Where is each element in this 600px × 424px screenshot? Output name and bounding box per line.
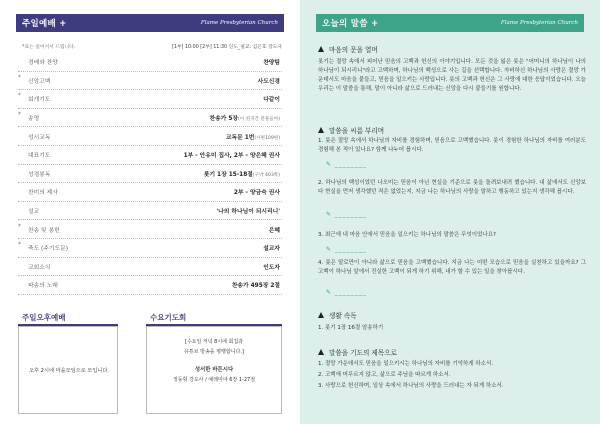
question-3: 3. 최근에 내 마음 안에서 믿음을 일으키는 하나님의 말씀은 무엇이었나요? <box>318 232 496 238</box>
opening-section <box>318 44 586 94</box>
question-1: 1. 룻은 절망 속에서 하나님의 자비를 경험하며, 믿음으로 고백했습니다. 룻이 경험한 하나님의 자비를 여러분도 경험해 본 적이 있나요? 함께 나누어 봅시다. <box>318 138 586 153</box>
order-item-value-main: 은혜 <box>268 227 280 234</box>
church-name: Flame Presbyterian Church <box>200 20 278 26</box>
order-item-value <box>269 225 282 234</box>
order-item-label: * 신앙고백 <box>18 76 50 85</box>
worship-order-row <box>18 72 282 91</box>
order-item-value-note: (구약 403쪽) <box>252 172 280 178</box>
triangle-bullet-icon <box>318 46 324 52</box>
order-item-value <box>258 76 282 85</box>
order-item-value-main: 교독문 1번 <box>225 134 255 141</box>
order-item-value-main: 2부 - 양금숙 권사 <box>233 190 280 197</box>
worship-order-row <box>18 90 282 109</box>
question-2: 2. 하나님의 백성이었던 나오미는 믿음이 아닌 현실을 기준으로 룻을 돌려보내려 했습니다. 내 삶에서도 신앙보다 현실을 먼저 생각했던 적은 없었는지, 지금 나는 하나님의 사랑을 말하고 행동하고 있는지 생각해 봅시다. <box>318 180 586 195</box>
opening-text: 롯기는 절망 속에서 피어난 믿음의 고백과 헌신의 이야기입니다. 모든 것을 잃은 룻은 "어머니의 하나님이 나의 하나님이 되시리니"라고 고백하며, 하나님의 백성으로 사는 길을 선택합니다. 자비하신 하나님의 사랑은 절망 가운데서도 마음을 붙들고, 믿음을 일으키는 사랑입니다. 룻의 고백과 헌신은 그 사랑에 대한 응답이었습니다. 오늘 우리는 이 말씀을 통해, 말이 아니라 삶으로 드러내는 신앙을 다시 붙들기를 원합니다. <box>318 59 586 92</box>
order-of-worship <box>18 53 282 295</box>
order-item-label: * 축도 (주기도문) <box>18 243 68 252</box>
order-item-value <box>226 132 282 141</box>
afternoon-worship-title: 주일오후예배 <box>22 313 66 322</box>
order-item-value <box>204 169 282 178</box>
order-item-value <box>263 94 282 103</box>
standing-note: *표는 일어서서 드립니다. <box>22 45 76 50</box>
reading-title: 생활 속독 <box>329 312 357 320</box>
order-item-label: * 회개기도 <box>18 94 50 103</box>
question-4: 4. 룻은 말로만이 아니라 삶으로 믿음을 고백했습니다. 지금 나는 어떤 모습으로 믿음을 실천하고 있을까요? 그 고백이 하나님 앞에서 진실한 고백이 되게 하기 위해, 내가 할 수 있는 일을 찾아봅시다. <box>318 260 586 275</box>
order-item-label: * 송영 <box>18 113 39 122</box>
order-item-label: 성경봉독 <box>28 171 51 178</box>
order-item-value <box>234 187 282 196</box>
sermon-notes-panel <box>300 0 600 424</box>
order-item-label: 교회소식 <box>28 264 51 271</box>
order-item-label: 경배와 찬양 <box>28 60 58 67</box>
order-item-value <box>216 206 282 215</box>
church-name: Flame Presbyterian Church <box>500 20 578 26</box>
triangle-bullet-icon <box>318 127 324 133</box>
order-item-value-main: 사도신경 <box>257 78 280 85</box>
answer-space-4: ✎ ________ <box>326 289 367 296</box>
order-item-value-main: '나의 하나님이 되시리니' <box>216 209 280 216</box>
opening-title: 마음의 문을 열며 <box>329 46 378 54</box>
prayer-title: 말씀을 기도의 제목으로 <box>329 349 397 357</box>
header-title: 주일예배 + <box>22 19 67 29</box>
answer-space-2: ✎ ________ <box>326 211 367 218</box>
order-item-value-main: 설교자 <box>263 246 280 253</box>
order-item-value <box>232 280 282 289</box>
order-item-label: 파송의 노래 <box>28 283 58 290</box>
answer-space-1: ✎ ________ <box>326 161 367 168</box>
order-item-value <box>210 113 282 122</box>
wednesday-reference: 정동휘 강도사 / 예레미야 6장 1-27절 <box>172 377 256 383</box>
worship-order-row <box>18 258 282 277</box>
order-item-value <box>263 57 282 66</box>
worship-order-row <box>18 165 282 184</box>
prayer-section <box>318 347 586 391</box>
order-item-value-main: 찬양팀 <box>263 60 280 67</box>
worship-order-row <box>18 53 282 72</box>
order-item-value <box>184 150 282 159</box>
prayer-item-2: 2. 고백에 머무르지 않고, 삶으로 주님을 따르게 하소서. <box>318 372 451 378</box>
order-item-value-note: (이 천지간 만물들아) <box>237 117 280 123</box>
order-item-value-main: 다같이 <box>263 97 280 104</box>
order-item-value-main: 찬송가 5장 <box>209 116 238 123</box>
afternoon-worship-text: 오후 2시에 마을모임으로 모입니다. <box>28 368 110 374</box>
order-item-value <box>263 262 282 271</box>
order-item-label: 설교 <box>28 209 40 216</box>
order-item-label: 찬미의 제사 <box>28 190 58 197</box>
service-times: [1부] 10:00 [2부] 11:30 인도_설교: 김은호 강도사 <box>171 45 282 50</box>
wednesday-speaker: 성서한 바튼시다 <box>194 367 234 373</box>
order-item-value-main: 1부 - 안유미 집사, 2부 - 양은혜 권사 <box>183 153 280 160</box>
order-item-label: 성시교독 <box>28 134 51 141</box>
wednesday-line-2: 유튜브 방송을 병행합니다.] <box>184 349 244 355</box>
worship-order-row <box>18 109 282 128</box>
questions-title: 말씀을 씨름 부리며 <box>329 127 385 135</box>
wednesday-prayer-box <box>146 326 282 414</box>
order-item-label: * 찬송 및 봉헌 <box>18 225 60 234</box>
wednesday-prayer-info <box>147 337 281 385</box>
triangle-bullet-icon <box>318 349 324 355</box>
wednesday-line-1: [수요일 저녁 8시에 회집과 <box>184 339 244 345</box>
worship-order-row <box>18 239 282 258</box>
order-item-label: 대표기도 <box>28 153 51 160</box>
wednesday-prayer-title: 수요기도회 <box>150 313 187 322</box>
worship-order-row <box>18 146 282 165</box>
header-title: 오늘의 말씀 + <box>322 19 379 29</box>
worship-order-row <box>18 127 282 146</box>
sunday-worship-header <box>16 14 284 32</box>
order-item-value-note: (시편109편) <box>254 135 280 141</box>
todays-word-header <box>316 14 584 32</box>
order-item-value-main: 룻기 1장 15-18절 <box>203 171 253 178</box>
afternoon-worship-box <box>18 326 118 414</box>
prayer-item-1: 1. 절망 가운데서도 믿음을 일으키시는 하나님의 자비를 기억하게 하소서. <box>318 361 494 367</box>
triangle-bullet-icon <box>318 312 324 318</box>
worship-order-row <box>18 220 282 239</box>
prayer-item-3: 3. 사랑으로 헌신하며, 일상 속에서 하나님의 사랑을 드러내는 자 되게 하소서. <box>318 383 504 389</box>
worship-order-row <box>18 276 282 295</box>
questions-section <box>318 125 586 135</box>
answer-space-3: ✎ ________ <box>326 246 367 253</box>
reading-section <box>318 310 586 333</box>
worship-order-row <box>18 183 282 202</box>
worship-order-row <box>18 202 282 221</box>
order-item-value-main: 찬송가 495장 2절 <box>231 283 280 290</box>
reading-item-1: 1. 룻기 1장 16절 암송하기 <box>318 325 384 331</box>
order-item-value-main: 인도자 <box>263 264 280 271</box>
order-item-value <box>263 243 282 252</box>
